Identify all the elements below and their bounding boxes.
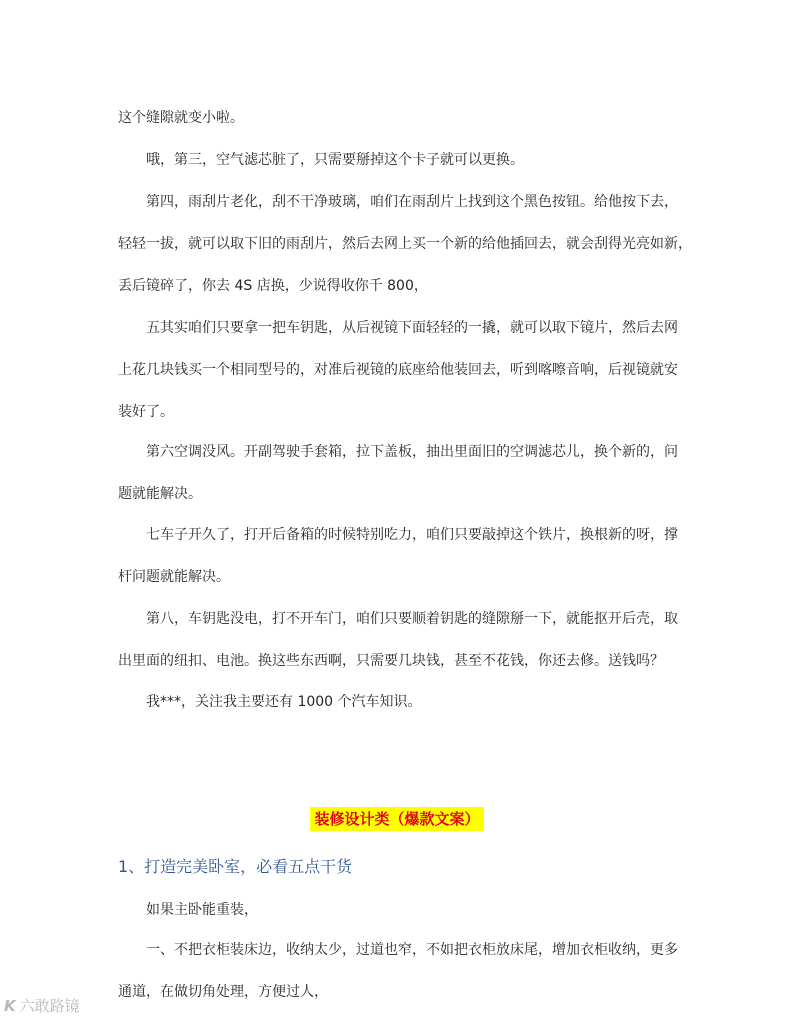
text-line: 第四，雨刮片老化，刮不干净玻璃，咱们在雨刮片上找到这个黑色按钮。给他按下去， [118, 194, 678, 210]
text-line: 轻轻一拔，就可以取下旧的雨刮片，然后去网上买一个新的给他插回去，就会刮得光亮如新， [118, 236, 692, 252]
section-title [0, 808, 794, 829]
text-line: 如果主卧能重装， [118, 902, 258, 918]
text-line: 题就能解决。 [118, 486, 202, 502]
text-line: 第六空调没风。开副驾驶手套箱，拉下盖板，抽出里面旧的空调滤芯儿，换个新的，问 [118, 444, 678, 460]
paragraph [118, 431, 684, 515]
text-line: 这个缝隙就变小啦。 [118, 110, 244, 126]
paragraph [118, 97, 684, 139]
text-line: 杆问题就能解决。 [118, 569, 230, 585]
paragraph [118, 929, 684, 1013]
paragraph [118, 514, 684, 598]
text-line: 七车子开久了，打开后备箱的时候特别吃力，咱们只要敲掉这个铁片，换根新的呀，撑 [118, 527, 678, 543]
paragraph [118, 681, 684, 723]
paragraph [118, 139, 684, 181]
text-line: 丢后镜碎了，你去 4S 店换，少说得收你千 800， [118, 278, 428, 294]
text-line: 上花几块钱买一个相同型号的，对准后视镜的底座给他装回去，听到喀嚓音响，后视镜就安 [118, 362, 678, 378]
text-line: 通道，在做切角处理，方便过人， [118, 984, 328, 1000]
watermark-logo-icon: K [4, 997, 16, 1015]
watermark [4, 996, 80, 1016]
paragraph [118, 307, 684, 433]
highlighted-title: 装修设计类（爆款文案） [310, 807, 483, 831]
text-line: 装好了。 [118, 404, 174, 420]
text-line: 我***，关注我主要还有 1000 个汽车知识。 [118, 694, 422, 710]
text-line: 一、不把衣柜装床边，收纳太少，过道也窄，不如把衣柜放床尾，增加衣柜收纳，更多 [118, 942, 678, 958]
paragraph [118, 889, 684, 931]
watermark-text: 六敢路镜 [19, 997, 80, 1015]
text-line: 第八，车钥匙没电，打不开车门，咱们只要顺着钥匙的缝隙掰一下，就能抠开后壳，取 [118, 611, 678, 627]
article-heading: 1、打造完美卧室，必看五点干货 [118, 857, 353, 876]
text-line: 哦，第三，空气滤芯脏了，只需要掰掉这个卡子就可以更换。 [118, 152, 524, 168]
text-line: 出里面的纽扣、电池。换这些东西啊，只需要几块钱，甚至不花钱，你还去修。送钱吗？ [118, 653, 664, 669]
paragraph [118, 181, 692, 307]
text-line: 五其实咱们只要拿一把车钥匙，从后视镜下面轻轻的一撬，就可以取下镜片，然后去网 [118, 320, 678, 336]
paragraph [118, 598, 684, 682]
